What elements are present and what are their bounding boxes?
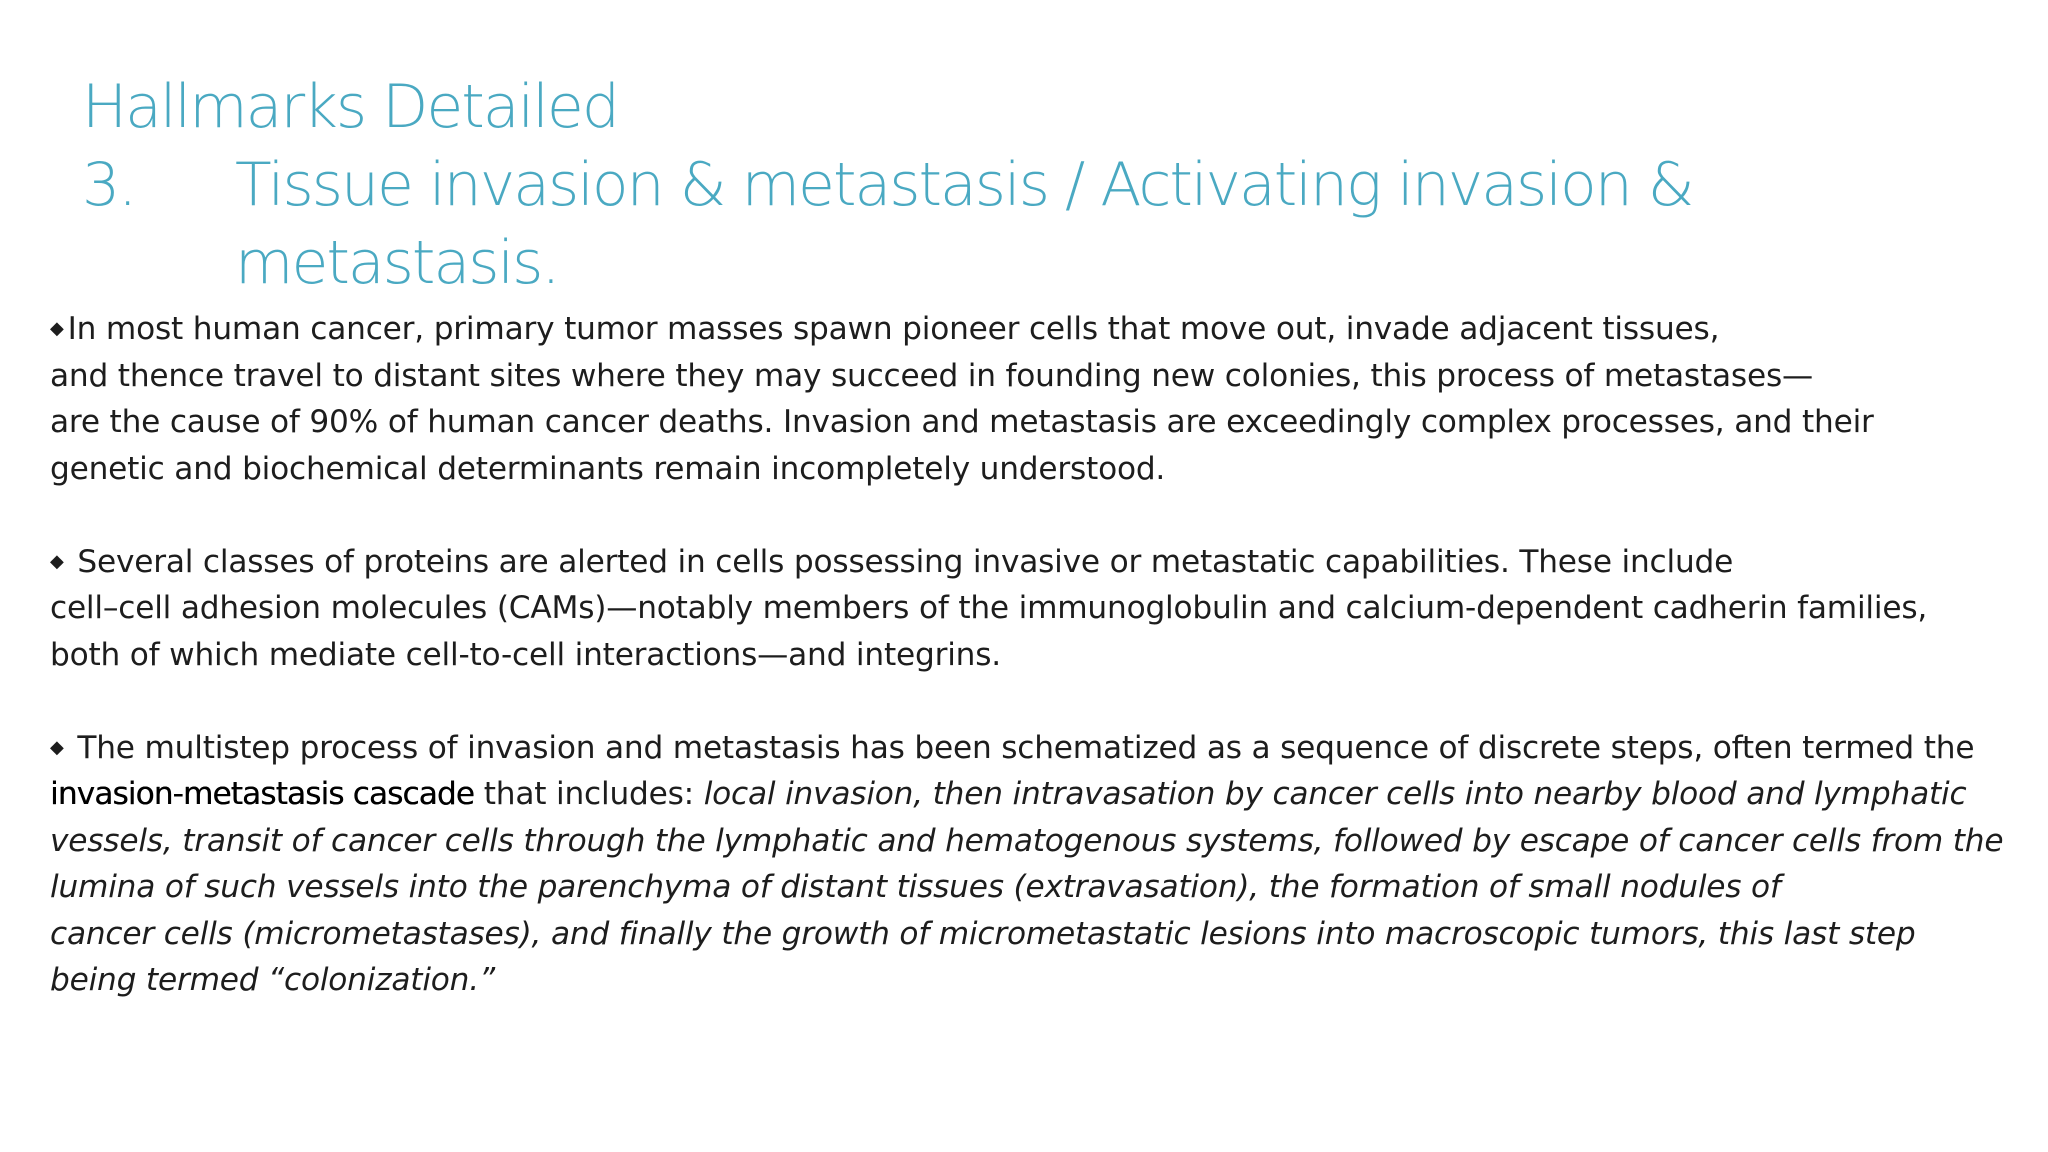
paragraph-line: and thence travel to distant sites where they may succeed in founding new colonies, this process of metastases— xyxy=(50,357,1813,394)
paragraph-3 xyxy=(50,725,2010,1004)
paragraph-line xyxy=(50,725,2010,772)
paragraph-text: Several classes of proteins are alerted in cells possessing invasive or metastatic capabilities. These include xyxy=(67,543,1734,580)
paragraph-line xyxy=(50,306,2010,353)
paragraph-italic-line: being termed “colonization.” xyxy=(50,962,495,998)
paragraph-line xyxy=(50,771,2010,818)
paragraph-line xyxy=(50,539,2010,586)
paragraph-line: cell–cell adhesion molecules (CAMs)—notably members of the immunoglobulin and calcium-dependent cadherin families, xyxy=(50,590,1928,626)
slide-body xyxy=(50,306,2010,1050)
title-text: Tissue invasion & metastasis / Activating invasion & metastasis. xyxy=(235,150,1693,298)
paragraph-italic-line: lumina of such vessels into the parenchyma of distant tissues (extravasation), the formation of small nodules of xyxy=(50,869,1781,905)
diamond-bullet-icon: ◆ xyxy=(50,550,64,572)
paragraph-italic-line: vessels, transit of cancer cells through the lymphatic and hematogenous systems, followed by escape of cancer cells from the xyxy=(50,822,2004,859)
slide-title xyxy=(82,68,1982,302)
paragraph-italic-line: cancer cells (micrometastases), and finally the growth of micrometastatic lesions into macroscopic tumors, this last step xyxy=(50,915,1916,952)
key-term: invasion-metastasis cascade xyxy=(50,776,475,812)
paragraph-text: that includes: xyxy=(474,776,704,812)
paragraph-line: are the cause of 90% of human cancer deaths. Invasion and metastasis are exceedingly complex processes, and their xyxy=(50,404,1874,440)
title-number: 3. xyxy=(82,150,136,220)
paragraph-line: genetic and biochemical determinants remain incompletely understood. xyxy=(50,450,1166,487)
paragraph-2 xyxy=(50,539,2010,679)
paragraph-italic-text: local invasion, then intravasation by cancer cells into nearby blood and lymphatic xyxy=(703,776,1967,812)
title-subheading xyxy=(82,146,1982,302)
paragraph-1 xyxy=(50,306,2010,492)
diamond-bullet-icon: ◆ xyxy=(50,736,64,758)
diamond-bullet-icon: ◆ xyxy=(50,318,64,339)
paragraph-line: both of which mediate cell-to-cell interactions—and integrins. xyxy=(50,636,1001,673)
title-heading: Hallmarks Detailed xyxy=(82,72,618,142)
paragraph-text: The multistep process of invasion and metastasis has been schematized as a sequence of discrete steps, often termed the xyxy=(67,729,1975,766)
paragraph-text: In most human cancer, primary tumor masses spawn pioneer cells that move out, invade adjacent tissues, xyxy=(67,311,1720,347)
